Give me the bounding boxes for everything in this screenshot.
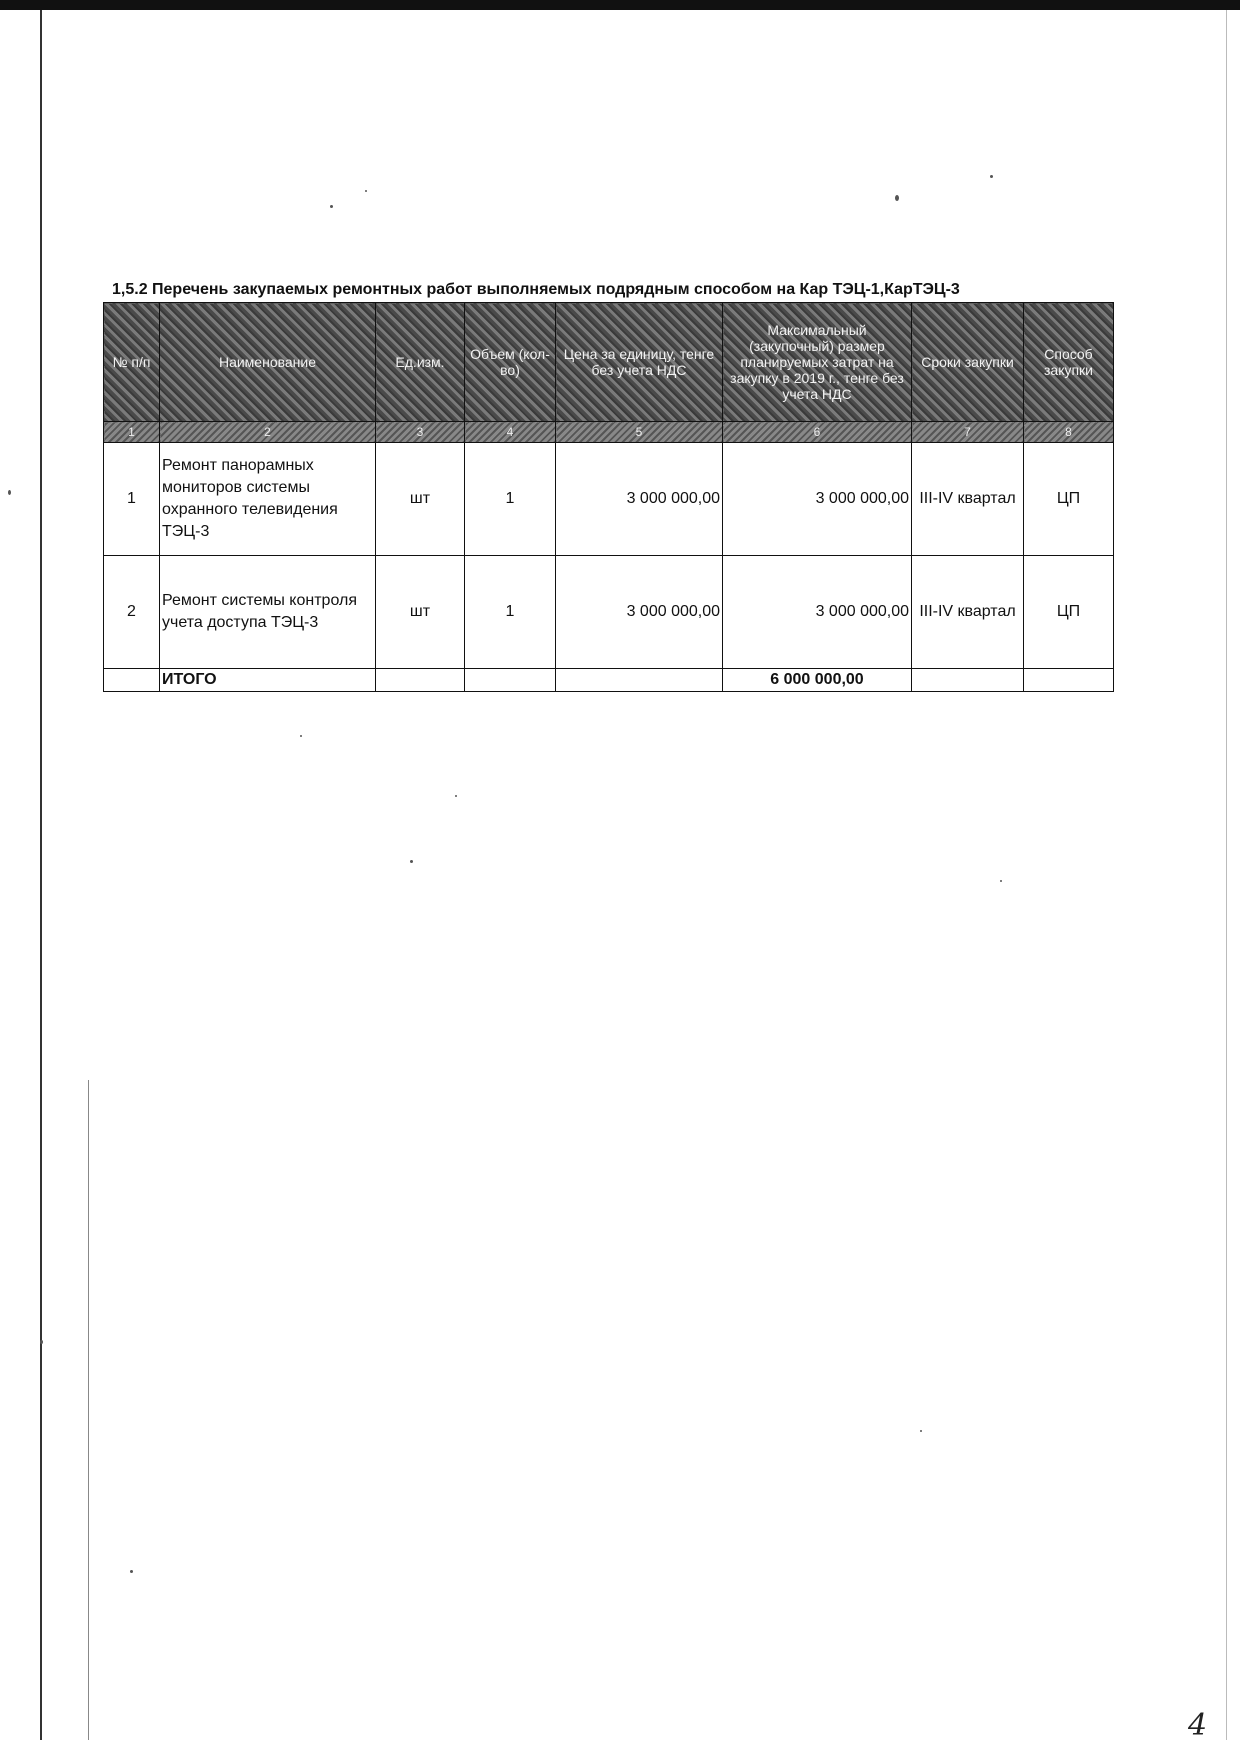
scan-speck — [990, 175, 993, 178]
scan-speck — [895, 195, 899, 201]
column-number: 2 — [160, 422, 376, 443]
total-row — [104, 669, 1114, 692]
column-header: Ед.изм. — [376, 303, 465, 422]
scan-speck — [300, 735, 302, 737]
row-number: 1 — [104, 443, 160, 556]
procurement-method: ЦП — [1024, 556, 1114, 669]
scan-speck — [410, 860, 413, 863]
column-header: Наименование — [160, 303, 376, 422]
column-number: 3 — [376, 422, 465, 443]
document-section-title: 1,5.2 Перечень закупаемых ремонтных работ выполняемых подрядным способом на Кар ТЭЦ-1,КарТЭЦ-3 — [112, 281, 960, 298]
scan-speck — [920, 1430, 922, 1432]
scan-left-edge — [40, 10, 42, 1740]
column-header: № п/п — [104, 303, 160, 422]
total-amount: 3 000 000,00 — [723, 556, 912, 669]
scan-speck — [40, 1340, 43, 1344]
column-number-row — [104, 422, 1114, 443]
row-number: 2 — [104, 556, 160, 669]
scan-speck — [330, 205, 333, 208]
scan-top-border — [0, 0, 1240, 10]
handwritten-page-number: 4 — [1188, 1708, 1208, 1743]
empty-cell — [104, 669, 160, 692]
procurement-period: III-IV квартал — [912, 556, 1024, 669]
column-number: 4 — [465, 422, 556, 443]
total-amount: 3 000 000,00 — [723, 443, 912, 556]
column-number: 1 — [104, 422, 160, 443]
scan-right-edge — [1226, 10, 1227, 1740]
quantity: 1 — [465, 556, 556, 669]
empty-cell — [1024, 669, 1114, 692]
scan-speck — [8, 490, 11, 495]
column-number: 8 — [1024, 422, 1114, 443]
item-name: Ремонт системы контроля учета доступа ТЭЦ-3 — [160, 556, 376, 669]
procurement-method: ЦП — [1024, 443, 1114, 556]
table-header-row — [104, 303, 1114, 422]
total-label: ИТОГО — [160, 669, 376, 692]
column-header: Сроки закупки — [912, 303, 1024, 422]
empty-cell — [465, 669, 556, 692]
column-header: Максимальный (закупочный) размер планируемых затрат на закупку в 2019 г., тенге без учета НДС — [723, 303, 912, 422]
column-header: Способ закупки — [1024, 303, 1114, 422]
column-number: 5 — [556, 422, 723, 443]
table-row — [104, 443, 1114, 556]
item-name: Ремонт панорамных мониторов системы охранного телевидения ТЭЦ-3 — [160, 443, 376, 556]
procurement-period: III-IV квартал — [912, 443, 1024, 556]
empty-cell — [556, 669, 723, 692]
unit: шт — [376, 556, 465, 669]
procurement-table — [103, 302, 1114, 692]
unit-price: 3 000 000,00 — [556, 443, 723, 556]
empty-cell — [376, 669, 465, 692]
table-row — [104, 556, 1114, 669]
column-number: 6 — [723, 422, 912, 443]
scan-speck — [365, 190, 367, 192]
unit: шт — [376, 443, 465, 556]
empty-cell — [912, 669, 1024, 692]
total-value: 6 000 000,00 — [723, 669, 912, 692]
scan-speck — [1000, 880, 1002, 882]
scan-left-edge-faint — [88, 1080, 89, 1740]
unit-price: 3 000 000,00 — [556, 556, 723, 669]
column-number: 7 — [912, 422, 1024, 443]
scan-speck — [455, 795, 457, 797]
column-header: Цена за единицу, тенге без учета НДС — [556, 303, 723, 422]
scan-speck — [130, 1570, 133, 1573]
column-header: Объем (кол-во) — [465, 303, 556, 422]
quantity: 1 — [465, 443, 556, 556]
